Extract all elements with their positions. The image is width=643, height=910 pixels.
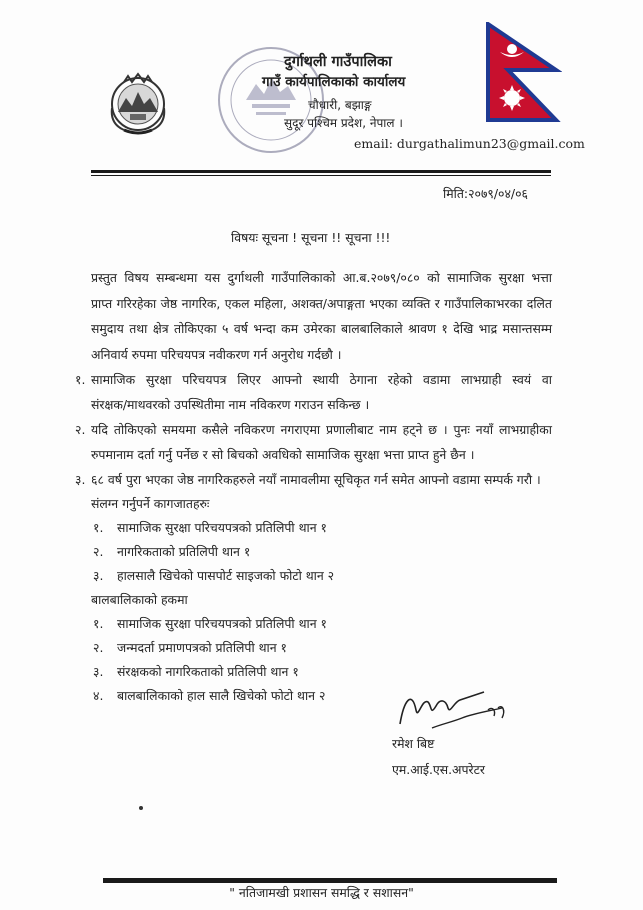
docs-heading: संलग्न गर्नुपर्ने कागजातहरुः [91, 496, 210, 511]
child-doc-number: १. [93, 616, 104, 631]
doc-item: सामाजिक सुरक्षा परिचयपत्रको प्रतिलिपी थान १ [117, 520, 327, 535]
intro-line: प्राप्त गरिरहेका जेष्ठ नागरिक, एकल महिला, अशक्त/अपाङ्गता भएका व्यक्ति र गाउँपालिकाभरका दलित [91, 296, 552, 311]
doc-number: २. [93, 544, 104, 559]
signatory-name: रमेश बिष्ट [392, 736, 435, 751]
signatory-title: एम.आई.एस.अपरेटर [392, 762, 485, 777]
footer-slogan: " नतिजामखी प्रशासन समद्धि र सशासन" [229, 885, 414, 900]
letter-date: मिति:२०७९/०४/०६ [443, 186, 528, 201]
child-doc-number: २. [93, 640, 104, 655]
header-divider [91, 170, 551, 173]
child-doc-number: ३. [93, 664, 104, 679]
doc-number: ३. [93, 568, 104, 583]
point-number: २. [75, 422, 86, 437]
intro-line: प्रस्तुत विषय सम्बन्धमा यस दुर्गाथली गाउँपालिकाको आ.ब.२०७९/०८० को सामाजिक सुरक्षा भत्ता [91, 270, 552, 285]
point-number: १. [75, 372, 86, 387]
point-line: रुपमानाम दर्ता गर्नु पर्नेछ र सो बिचको अवधिको सामाजिक सुरक्षा भत्ता प्राप्त हुने छैन । [91, 447, 475, 462]
doc-item: हालसालै खिचेको पासपोर्ट साइजको फोटो थान २ [117, 568, 335, 583]
footer-divider [103, 878, 557, 883]
address-line2: सुदूर पश्चिम प्रदेश, नेपाल । [284, 116, 403, 130]
child-doc-item: संरक्षकको नागरिकताको प्रतिलिपी थान १ [117, 664, 299, 679]
child-doc-item: सामाजिक सुरक्षा परिचयपत्रको प्रतिलिपी थान १ [117, 616, 327, 631]
header-divider-thin [91, 175, 551, 176]
point-number: ३. [75, 472, 86, 487]
nepal-government-emblem-icon [104, 68, 172, 136]
address-line1: चौधारी, बझाङ्ग [308, 98, 372, 112]
office-subtitle: गाउँ कार्यपालिकाको कार्यालय [262, 74, 406, 90]
office-name: दुर्गाथली गाउँपालिका [284, 54, 392, 70]
ink-speck [139, 806, 143, 810]
intro-line: समुदाय तथा क्षेत्र तोकिएका ५ वर्ष भन्दा कम उमेरका बालबालिकाले श्रावण १ देखि भाद्र मसान्तसम्म [91, 321, 552, 336]
point-line: यदि तोकिएको समयमा कसैले नविकरण नगराएमा प्रणालीबाट नाम हट्ने छ । पुनः नयाँ लाभग्राहीका [91, 422, 552, 437]
handwritten-signature-icon [392, 680, 512, 736]
child-doc-number: ४. [93, 688, 104, 703]
child-doc-item: बालबालिकाको हाल सालै खिचेको फोटो थान २ [117, 688, 326, 703]
doc-number: १. [93, 520, 104, 535]
point-line: ६८ वर्ष पुरा भएका जेष्ठ नागरिकहरुले नयाँ नामावलीमा सूचिकृत गर्न समेत आफ्नो वडामा सम्पर्क गरौ । [91, 472, 541, 487]
doc-item: नागरिकताको प्रतिलिपी थान १ [117, 544, 251, 559]
letter-subject: विषयः सूचना ! सूचना !! सूचना !!! [231, 230, 391, 245]
children-heading: बालबालिकाको हकमा [91, 592, 188, 607]
email-address: email: durgathalimun23@gmail.com [354, 136, 585, 151]
point-line: सामाजिक सुरक्षा परिचयपत्र लिएर आफ्नो स्थायी ठेगाना रहेको वडामा लाभग्राही स्वयं वा [91, 372, 552, 387]
intro-line: अनिवार्य रुपमा परिचयपत्र नवीकरण गर्न अनुरोध गर्दछौ । [91, 347, 342, 362]
point-line: संरक्षक/माथवरको उपस्थितीमा नाम नविकरण गराउन सकिन्छ । [91, 397, 370, 412]
nepal-flag-icon [486, 22, 562, 122]
child-doc-item: जन्मदर्ता प्रमाणपत्रको प्रतिलिपी थान १ [117, 640, 288, 655]
